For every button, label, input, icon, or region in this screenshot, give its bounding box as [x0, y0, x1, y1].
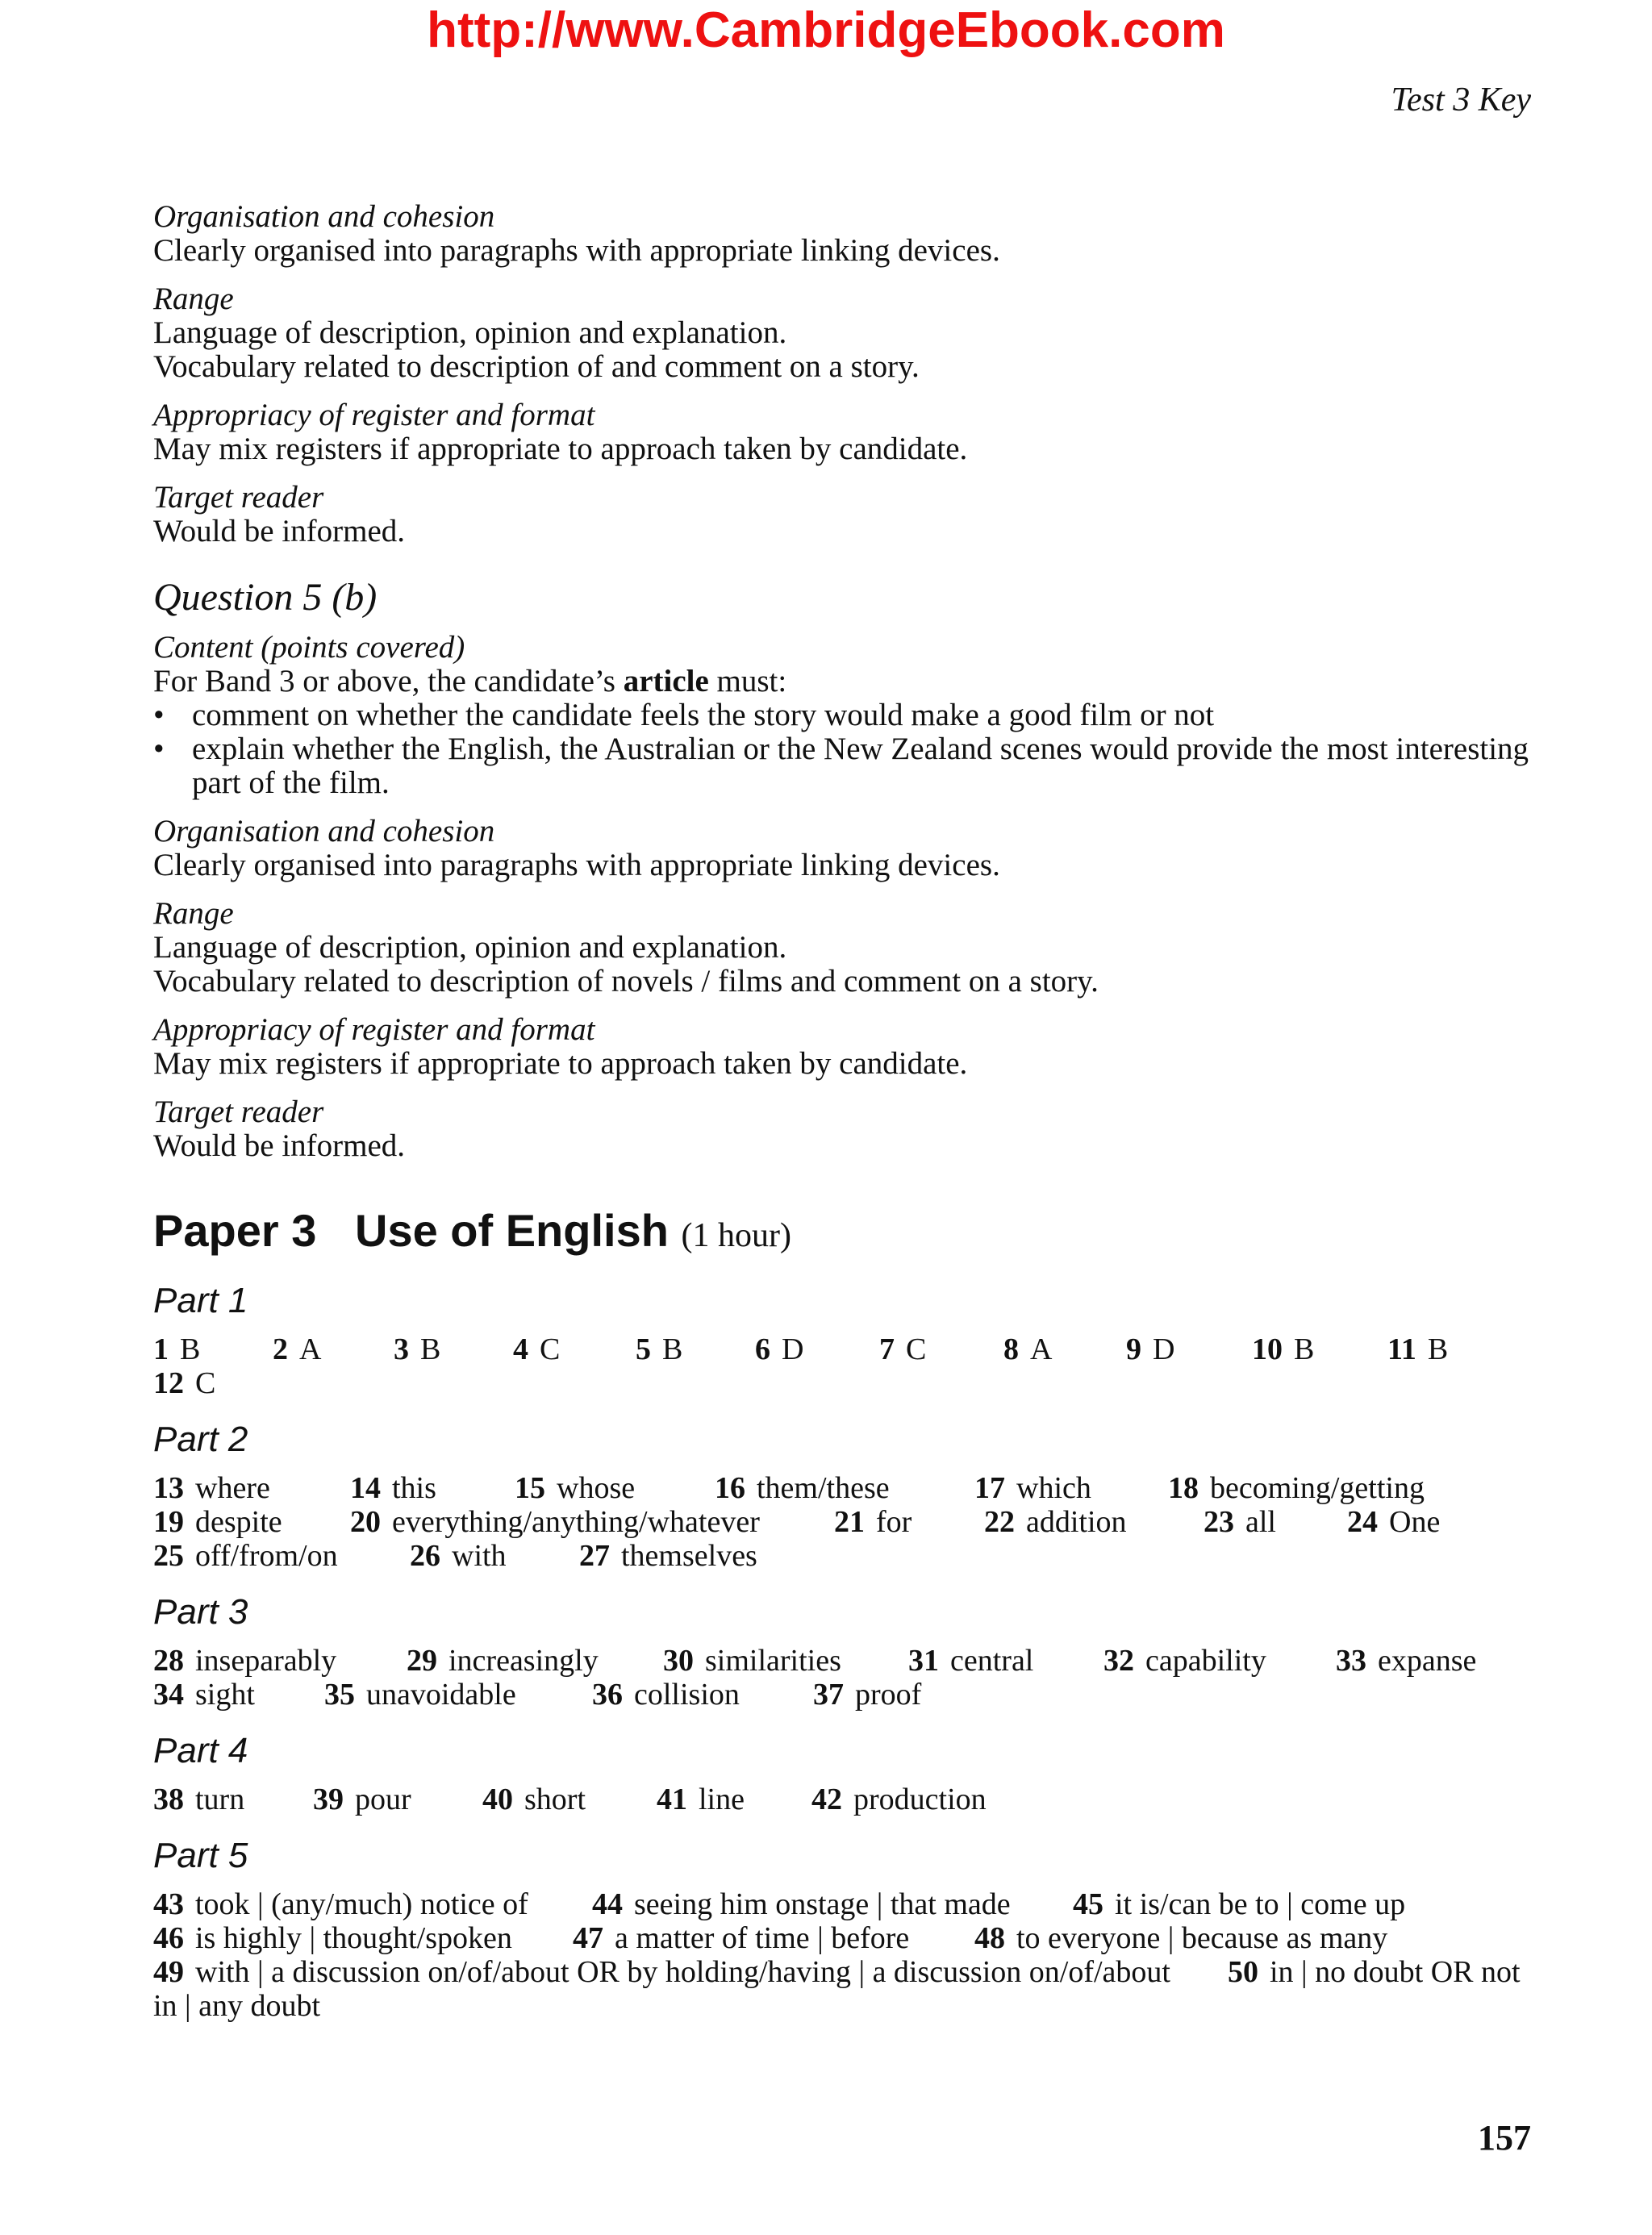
q5a-target-reader	[153, 481, 1541, 548]
answer-item: 37 proof	[813, 1678, 922, 1712]
answer-item: 36 collision	[592, 1678, 740, 1712]
answer-item: 21 for	[834, 1505, 912, 1539]
answer-item: 2 A	[273, 1332, 322, 1366]
answer-row	[153, 1366, 1541, 1400]
answer-row	[153, 1539, 1541, 1573]
answer-row	[153, 1887, 1541, 1921]
answer-item: 15 whose	[515, 1471, 636, 1505]
criterion-text: Would be informed.	[153, 1128, 406, 1163]
answer-item: 43 took | (any/much) notice of	[153, 1887, 528, 1921]
answer-item: 32 capability	[1103, 1644, 1266, 1678]
answer-item: 22 addition	[984, 1505, 1127, 1539]
q5b-appropriacy	[153, 1013, 1541, 1081]
answer-item: 9 D	[1126, 1332, 1175, 1366]
answer-row	[153, 1678, 1541, 1712]
part-1-heading: Part 1	[153, 1281, 248, 1320]
answer-item: 25 off/from/on	[153, 1539, 338, 1573]
answer-item: 1 B	[153, 1332, 201, 1366]
answer-item: 47 a matter of time | before	[573, 1921, 910, 1955]
answer-item: 6 D	[755, 1332, 804, 1366]
answer-item: 28 inseparably	[153, 1644, 337, 1678]
criterion-label: Target reader	[153, 480, 324, 515]
q5a-appropriacy	[153, 398, 1541, 466]
criterion-text: May mix registers if appropriate to approach taken by candidate.	[153, 1046, 968, 1081]
answer-row	[153, 1989, 1541, 2023]
content-point: • explain whether the English, the Australian or the New Zealand scenes would provide the most interesting part of the film.	[153, 732, 1541, 800]
content-point: • comment on whether the candidate feels the story would make a good film or not	[153, 698, 1541, 732]
answer-item: 17 which	[974, 1471, 1091, 1505]
answer-item: 5 B	[636, 1332, 683, 1366]
answer-item: 3 B	[394, 1332, 441, 1366]
answer-item: 23 all	[1204, 1505, 1276, 1539]
part-2-heading: Part 2	[153, 1420, 248, 1459]
answer-item: 46 is highly | thought/spoken	[153, 1921, 512, 1955]
criterion-label: Appropriacy of register and format	[153, 398, 595, 432]
answer-item: 18 becoming/getting	[1168, 1471, 1425, 1505]
content-intro: For Band 3 or above, the candidate’s article must:	[153, 664, 787, 698]
answer-row	[153, 1955, 1541, 1989]
criterion-label: Organisation and cohesion	[153, 814, 495, 849]
answer-item: 10 B	[1252, 1332, 1315, 1366]
criterion-label: Appropriacy of register and format	[153, 1012, 595, 1047]
paper-title: Use of English	[355, 1205, 669, 1256]
answer-item: 35 unavoidable	[324, 1678, 516, 1712]
answer-item: 33 expanse	[1336, 1644, 1477, 1678]
answer-item: 45 it is/can be to | come up	[1073, 1887, 1406, 1921]
answer-row	[153, 1471, 1541, 1505]
answer-item: 26 with	[410, 1539, 507, 1573]
answer-item: 30 similarities	[663, 1644, 841, 1678]
paper-number: Paper 3	[153, 1205, 317, 1256]
answer-row	[153, 1332, 1541, 1366]
q5a-criteria	[153, 200, 1541, 548]
answer-item: 40 short	[482, 1783, 586, 1816]
part-4-heading: Part 4	[153, 1731, 248, 1770]
paper-3-heading	[153, 1205, 1541, 1261]
criterion-text: Language of description, opinion and explanation.	[153, 930, 787, 965]
answer-item: 16 them/these	[715, 1471, 890, 1505]
answer-item: 20 everything/anything/whatever	[350, 1505, 760, 1539]
criterion-label: Organisation and cohesion	[153, 199, 495, 234]
watermark-url: http://www.CambridgeEbook.com	[427, 2, 1225, 58]
answer-item: 11 B	[1387, 1332, 1449, 1366]
q5a-organisation	[153, 200, 1541, 268]
criterion-text: Would be informed.	[153, 514, 406, 548]
criterion-text: May mix registers if appropriate to approach taken by candidate.	[153, 432, 968, 466]
page-number: 157	[1478, 2118, 1531, 2158]
q5b-content	[153, 631, 1541, 800]
running-head: Test 3 Key	[1391, 81, 1531, 119]
answer-item: 19 despite	[153, 1505, 282, 1539]
part-3-heading: Part 3	[153, 1592, 248, 1632]
criterion-text: Language of description, opinion and explanation.	[153, 315, 787, 350]
answer-item: 12 C	[153, 1366, 216, 1400]
answer-item: 48 to everyone | because as many	[974, 1921, 1388, 1955]
q5a-range	[153, 282, 1541, 384]
criterion-label: Range	[153, 281, 234, 316]
part-5-heading: Part 5	[153, 1836, 248, 1875]
answer-row	[153, 1505, 1541, 1539]
answer-item: 14 this	[350, 1471, 436, 1505]
answer-item: 38 turn	[153, 1783, 245, 1816]
answer-item: 13 where	[153, 1471, 270, 1505]
answer-row	[153, 1644, 1541, 1678]
answer-item: 49 with | a discussion on/of/about OR by holding/having | a discussion on/of/about	[153, 1955, 1170, 1989]
answer-item: 44 seeing him onstage | that made	[592, 1887, 1011, 1921]
answer-row	[153, 1921, 1541, 1955]
content-points	[153, 698, 1541, 800]
paper-duration: (1 hour)	[681, 1217, 791, 1254]
q5b-range	[153, 897, 1541, 999]
criterion-text: Clearly organised into paragraphs with appropriate linking devices.	[153, 233, 1000, 268]
answer-item: 39 pour	[313, 1783, 411, 1816]
answer-item: 29 increasingly	[407, 1644, 599, 1678]
answer-item: 24 One	[1347, 1505, 1441, 1539]
answer-item: 42 production	[811, 1783, 987, 1816]
criterion-text: Vocabulary related to description of and comment on a story.	[153, 349, 920, 384]
criterion-text: Clearly organised into paragraphs with appropriate linking devices.	[153, 848, 1000, 882]
criterion-label: Range	[153, 896, 234, 931]
question-5b-heading: Question 5 (b)	[153, 576, 378, 619]
answer-item: 4 C	[513, 1332, 561, 1366]
answer-row	[153, 1783, 1541, 1816]
answer-item: 31 central	[908, 1644, 1034, 1678]
answer-item: 41 line	[657, 1783, 745, 1816]
answer-item: 27 themselves	[579, 1539, 757, 1573]
q5b-target-reader	[153, 1095, 1541, 1163]
page-content	[153, 200, 1541, 2023]
answer-item: 8 A	[1003, 1332, 1053, 1366]
answer-item: 34 sight	[153, 1678, 255, 1712]
criterion-label: Target reader	[153, 1095, 324, 1129]
answer-item: 7 C	[879, 1332, 927, 1366]
answer-item: 50 in | no doubt OR not	[1228, 1955, 1521, 1989]
q5b-organisation	[153, 815, 1541, 882]
criterion-text: Vocabulary related to description of novels / films and comment on a story.	[153, 964, 1099, 999]
criterion-label: Content (points covered)	[153, 630, 465, 665]
answer-item: in | any doubt	[153, 1989, 321, 2023]
